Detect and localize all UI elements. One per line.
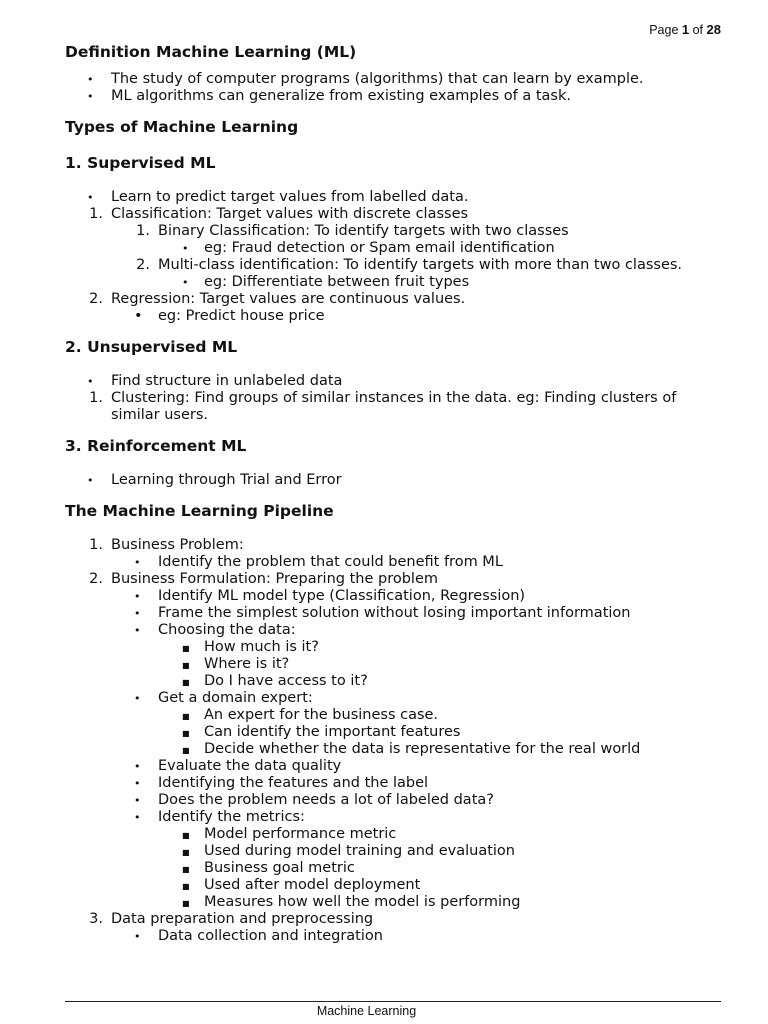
list-item: • Data collection and integration xyxy=(134,928,383,944)
list-item: • eg: Predict house price xyxy=(134,308,325,324)
list-item: • Find structure in unlabeled data xyxy=(87,373,343,389)
list-item: • Learning through Trial and Error xyxy=(87,472,342,488)
document-body xyxy=(65,38,725,945)
section-heading-unsupervised: 2. Unsupervised ML xyxy=(65,338,238,356)
list-item: ■ Measures how well the model is performing xyxy=(182,894,521,910)
list-item: • The study of computer programs (algorithms) that can learn by example. xyxy=(87,71,644,87)
list-item: 1. Business Problem: xyxy=(89,537,244,553)
list-item: 2. Business Formulation: Preparing the problem xyxy=(89,571,438,587)
list-item: • Learn to predict target values from labelled data. xyxy=(87,189,469,205)
list-item: ■ Can identify the important features xyxy=(182,724,461,740)
list-item: ■ Do I have access to it? xyxy=(182,673,368,689)
page-title: Definition Machine Learning (ML) xyxy=(65,43,357,61)
footer-divider xyxy=(65,1001,721,1002)
list-item: ■ An expert for the business case. xyxy=(182,707,439,723)
section-heading-supervised: 1. Supervised ML xyxy=(65,154,216,172)
list-item: ■ Used during model training and evaluation xyxy=(182,843,515,859)
list-item: 2. Regression: Target values are continuous values. xyxy=(89,291,466,307)
footer-text: Machine Learning xyxy=(316,1004,417,1018)
list-item: 3. Data preparation and preprocessing xyxy=(89,911,374,927)
list-item: • Does the problem needs a lot of labeled data? xyxy=(134,792,494,808)
list-item: • eg: Fraud detection or Spam email identification xyxy=(182,240,555,256)
list-item: • Frame the simplest solution without losing important information xyxy=(134,605,631,621)
section-heading-reinforcement: 3. Reinforcement ML xyxy=(65,437,247,455)
list-item: • Choosing the data: xyxy=(134,622,296,638)
list-item: 1. Classification: Target values with discrete classes xyxy=(89,206,469,222)
section-heading-pipeline: The Machine Learning Pipeline xyxy=(65,502,334,520)
list-item: • eg: Differentiate between fruit types xyxy=(182,274,470,290)
list-item: 2. Multi-class identification: To identify targets with more than two classes. xyxy=(136,257,683,273)
page-number: Page 1 of 28 xyxy=(649,22,721,37)
list-item: ■ Decide whether the data is representative for the real world xyxy=(182,741,641,757)
list-item: • Identifying the features and the label xyxy=(134,775,429,791)
list-item: ■ Model performance metric xyxy=(182,826,397,842)
section-heading-types: Types of Machine Learning xyxy=(65,118,299,136)
list-item: 1. Clustering: Find groups of similar instances in the data. eg: Finding clusters of similar users. xyxy=(89,390,677,423)
list-item: ■ Business goal metric xyxy=(182,860,355,876)
list-item: • Identify the metrics: xyxy=(134,809,305,825)
list-item: • Get a domain expert: xyxy=(134,690,313,706)
list-item: • Evaluate the data quality xyxy=(134,758,342,774)
list-item: 1. Binary Classification: To identify targets with two classes xyxy=(136,223,569,239)
list-item: • Identify the problem that could benefit from ML xyxy=(134,554,503,570)
list-item: ■ How much is it? xyxy=(182,639,319,655)
list-item: ■ Where is it? xyxy=(182,656,290,672)
list-item: ■ Used after model deployment xyxy=(182,877,421,893)
list-item: • Identify ML model type (Classification, Regression) xyxy=(134,588,526,604)
list-item: • ML algorithms can generalize from existing examples of a task. xyxy=(87,88,571,104)
